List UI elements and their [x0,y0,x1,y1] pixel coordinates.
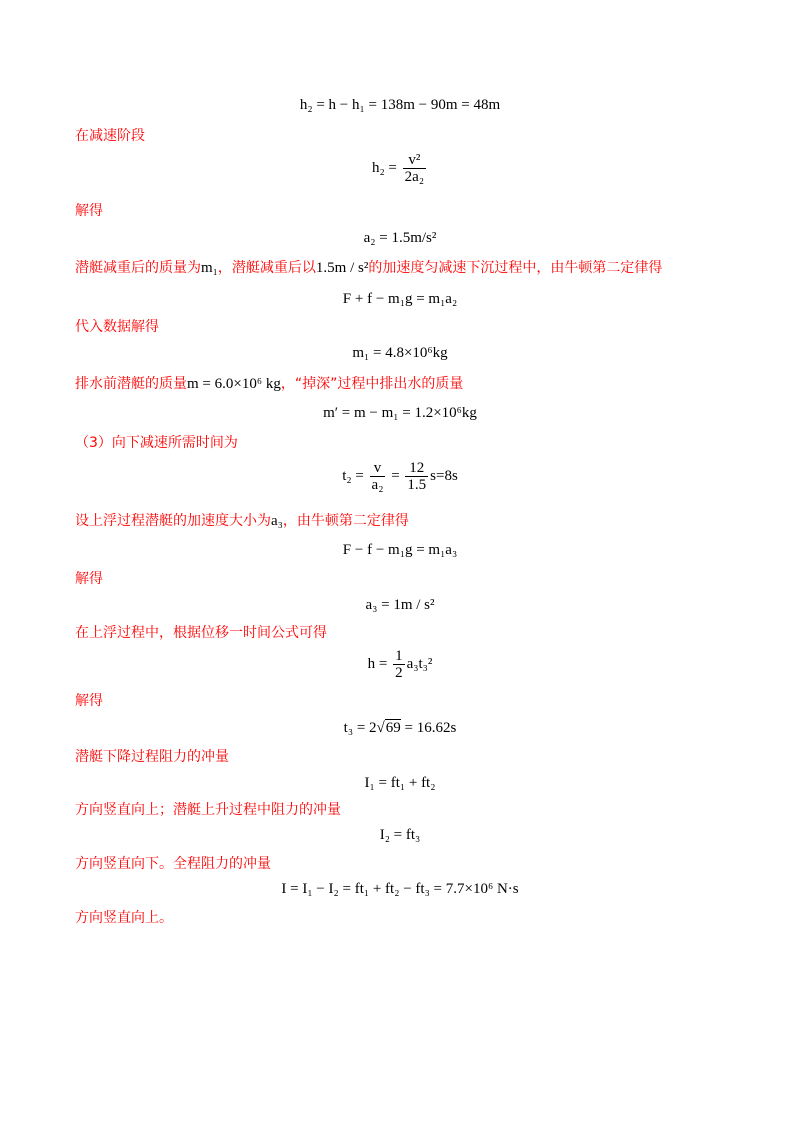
equation-i2: I₂ = ft₃ [379,827,421,843]
equation-a2: a₂ = 1.5m/s² [363,230,437,246]
fraction [370,460,386,493]
equation-i1: I₁ = ft₁ + ft₂ [364,775,436,791]
eq-lhs: h = [367,655,388,672]
text-ascent-impulse: 方向竖直向上；潜艇上升过程中阻力的冲量 [75,802,341,818]
eq-rhs: = 16.62s [404,720,457,736]
fraction-numerator: 12 [405,460,428,477]
equation-m1: m₁ = 4.8×10⁶kg [352,345,448,361]
radicand: 69 [385,720,401,736]
eq-mid: = [391,467,400,484]
equation-newton-1: F + f − m₁g = m₁a₂ [342,291,458,307]
eq-rhs: s=8s [430,467,458,484]
text-descent-impulse: 潜艇下降过程阻力的冲量 [75,749,229,765]
eq-lhs: t₃ = 2 [343,720,377,736]
text-total-impulse: 方向竖直向下。全程阻力的冲量 [75,856,271,872]
text-part: 的加速度匀减速下沉过程中，由牛顿第二定律得 [368,260,663,276]
math-inline: 1.5m / s² [315,260,369,276]
text-solve-2: 解得 [75,571,103,587]
equation-h2-fraction [0,152,800,185]
fraction-denominator: 1.5 [407,477,427,493]
math-inline: m₁ [201,260,218,276]
equation-h2: h₂ = h − h₁ = 138m − 90m = 48m [299,97,501,113]
eq-rhs: a₃t₃² [406,655,433,672]
math-inline: m = 6.0×10⁶ kg [187,376,281,392]
text-solve-3: 解得 [75,693,103,709]
fraction [405,460,428,493]
eq-lhs: t₂ = [342,467,364,484]
fraction-numerator: 1 [395,648,403,664]
text-part: ，由牛顿第二定律得 [282,513,409,529]
text-displacement-formula: 在上浮过程中，根据位移一时间公式可得 [75,625,327,641]
fraction-denominator: 2a₂ [404,169,425,185]
fraction-numerator: v² [403,152,426,169]
equation-i-total: I = I₁ − I₂ = ft₁ + ft₂ − ft₃ = 7.7×10⁶ N·s [281,881,519,897]
fraction-denominator: 2 [395,665,403,681]
equation-t2 [0,460,800,493]
eq-lhs: h₂ = [371,159,397,176]
text-ascent-acceleration [75,512,409,530]
math-inline: a₃ [271,513,283,529]
text-part: 设上浮过程潜艇的加速度大小为 [75,513,271,529]
equation-m-prime: m′ = m − m₁ = 1.2×10⁶kg [323,405,477,421]
equation-h [0,648,800,681]
text-deceleration-stage: 在减速阶段 [75,128,145,144]
text-part-3: （3）向下减速所需时间为 [75,435,238,451]
text-part: ，“掉深”过程中排出水的质量 [280,376,464,392]
fraction [403,152,426,185]
equation-a3: a₃ = 1m / s² [365,597,435,613]
text-part: 潜艇减重后的质量为 [75,260,201,276]
equation-newton-2: F − f − m₁g = m₁a₃ [342,542,458,558]
text-mass-after-reduction [75,259,662,277]
text-solve-1: 解得 [75,203,103,219]
text-part: ，潜艇减重后以 [217,260,316,276]
fraction [393,648,405,681]
equation-t3: t₃ = 2√69 = 16.62s [343,720,457,736]
text-part: 排水前潜艇的质量 [75,376,187,392]
text-direction-up: 方向竖直向上。 [75,910,173,926]
text-substitute: 代入数据解得 [75,319,159,335]
fraction-denominator: a₂ [371,477,384,493]
text-mass-before-drain [75,375,463,393]
fraction-numerator: v [370,460,386,477]
